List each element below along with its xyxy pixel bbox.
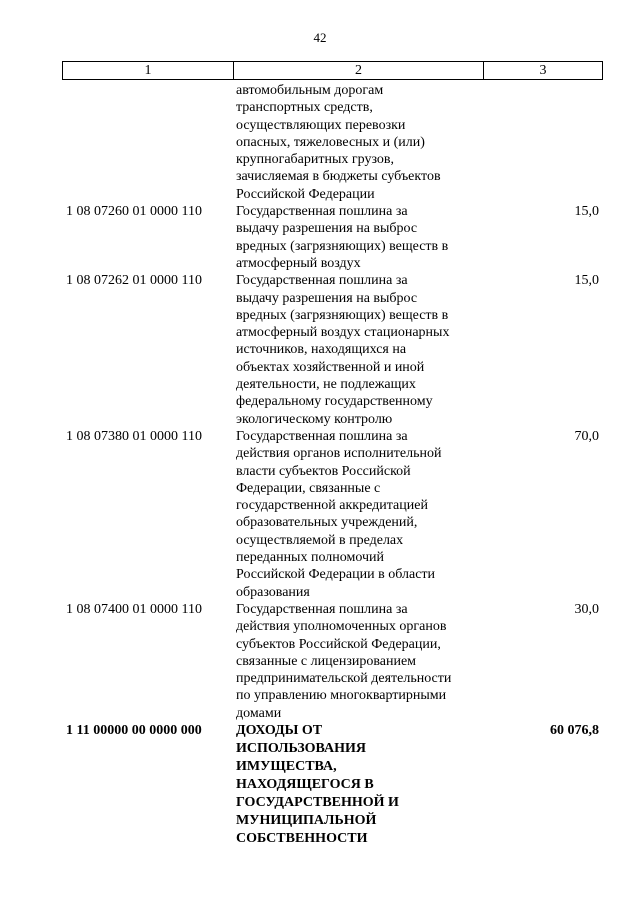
description-line: ГОСУДАРСТВЕННОЙ И: [236, 794, 399, 810]
table-row: [66, 82, 599, 203]
description-line: осуществляемой в пределах: [236, 532, 404, 548]
row-description: [236, 82, 485, 203]
description-line: по управлению многоквартирными: [236, 688, 447, 704]
table-header: [62, 61, 603, 80]
description-line: крупногабаритных грузов,: [236, 152, 395, 168]
table-row: [66, 601, 599, 722]
row-code: 1 11 00000 00 0000 000: [66, 722, 202, 738]
description-line: предпринимательской деятельности: [236, 671, 452, 687]
description-line: выдачу разрешения на выброс: [236, 290, 418, 306]
description-line: Федерации, связанные с: [236, 480, 381, 496]
description-line: образовательных учреждений,: [236, 515, 418, 531]
description-line: ДОХОДЫ ОТ: [236, 722, 323, 738]
description-line: объектах хозяйственной и иной: [236, 359, 425, 375]
description-line: Российской Федерации в области: [236, 567, 436, 583]
page-number: 42: [313, 30, 327, 45]
description-line: субъектов Российской Федерации,: [236, 636, 441, 652]
row-code: 1 08 07380 01 0000 110: [66, 428, 202, 444]
row-description: [236, 272, 485, 428]
description-line: атмосферный воздух: [236, 255, 361, 271]
description-line: вредных (загрязняющих) веществ в: [236, 238, 449, 254]
description-line: источников, находящихся на: [236, 342, 407, 358]
description-line: ИМУЩЕСТВА,: [236, 758, 337, 774]
row-code: 1 08 07400 01 0000 110: [66, 601, 202, 617]
header-col-2: 2: [234, 62, 484, 79]
row-value: 15,0: [574, 204, 599, 220]
description-line: транспортных средств,: [236, 100, 373, 116]
description-line: домами: [236, 705, 282, 721]
row-description: [236, 722, 485, 848]
description-line: опасных, тяжеловесных и (или): [236, 134, 425, 150]
description-line: экологическому контролю: [236, 411, 393, 427]
row-value: [485, 82, 599, 203]
description-line: Государственная пошлина за: [236, 273, 408, 289]
table-row: [66, 203, 599, 272]
row-value: 60 076,8: [550, 722, 599, 738]
description-line: Российской Федерации: [236, 186, 375, 202]
row-description: [236, 428, 485, 601]
description-line: образования: [236, 584, 310, 600]
description-line: Государственная пошлина за: [236, 428, 408, 444]
row-description: [236, 601, 485, 722]
header-col-3: 3: [539, 62, 547, 78]
description-line: НАХОДЯЩЕГОСЯ В: [236, 776, 374, 792]
description-line: зачисляемая в бюджеты субъектов: [236, 169, 441, 185]
description-line: действия органов исполнительной: [236, 446, 442, 462]
description-line: осуществляющих перевозки: [236, 117, 406, 133]
description-line: выдачу разрешения на выброс: [236, 221, 418, 237]
description-line: вредных (загрязняющих) веществ в: [236, 307, 449, 323]
table-row-section-total: [66, 722, 599, 848]
row-value: 30,0: [574, 601, 599, 617]
description-line: деятельности, не подлежащих: [236, 377, 416, 393]
table-row: [66, 428, 599, 601]
description-line: государственной аккредитацией: [236, 498, 428, 514]
description-line: Государственная пошлина за: [236, 601, 408, 617]
row-value: 70,0: [574, 428, 599, 444]
row-code: 1 08 07262 01 0000 110: [66, 273, 202, 289]
description-line: власти субъектов Российской: [236, 463, 411, 479]
row-code: [66, 82, 236, 203]
header-col-1: 1: [63, 62, 234, 79]
description-line: атмосферный воздух стационарных: [236, 325, 450, 341]
description-line: Государственная пошлина за: [236, 204, 408, 220]
description-line: автомобильным дорогам: [236, 83, 384, 98]
table-row: [66, 272, 599, 428]
description-line: федеральному государственному: [236, 394, 433, 410]
row-code: 1 08 07260 01 0000 110: [66, 204, 202, 220]
description-line: переданных полномочий: [236, 550, 385, 566]
description-line: СОБСТВЕННОСТИ: [236, 830, 368, 846]
table-body: [66, 82, 599, 848]
description-line: действия уполномоченных органов: [236, 619, 447, 635]
description-line: ИСПОЛЬЗОВАНИЯ: [236, 740, 366, 756]
description-line: МУНИЦИПАЛЬНОЙ: [236, 812, 377, 828]
row-value: 15,0: [574, 273, 599, 289]
description-line: связанные с лицензированием: [236, 653, 417, 669]
row-description: [236, 203, 485, 272]
